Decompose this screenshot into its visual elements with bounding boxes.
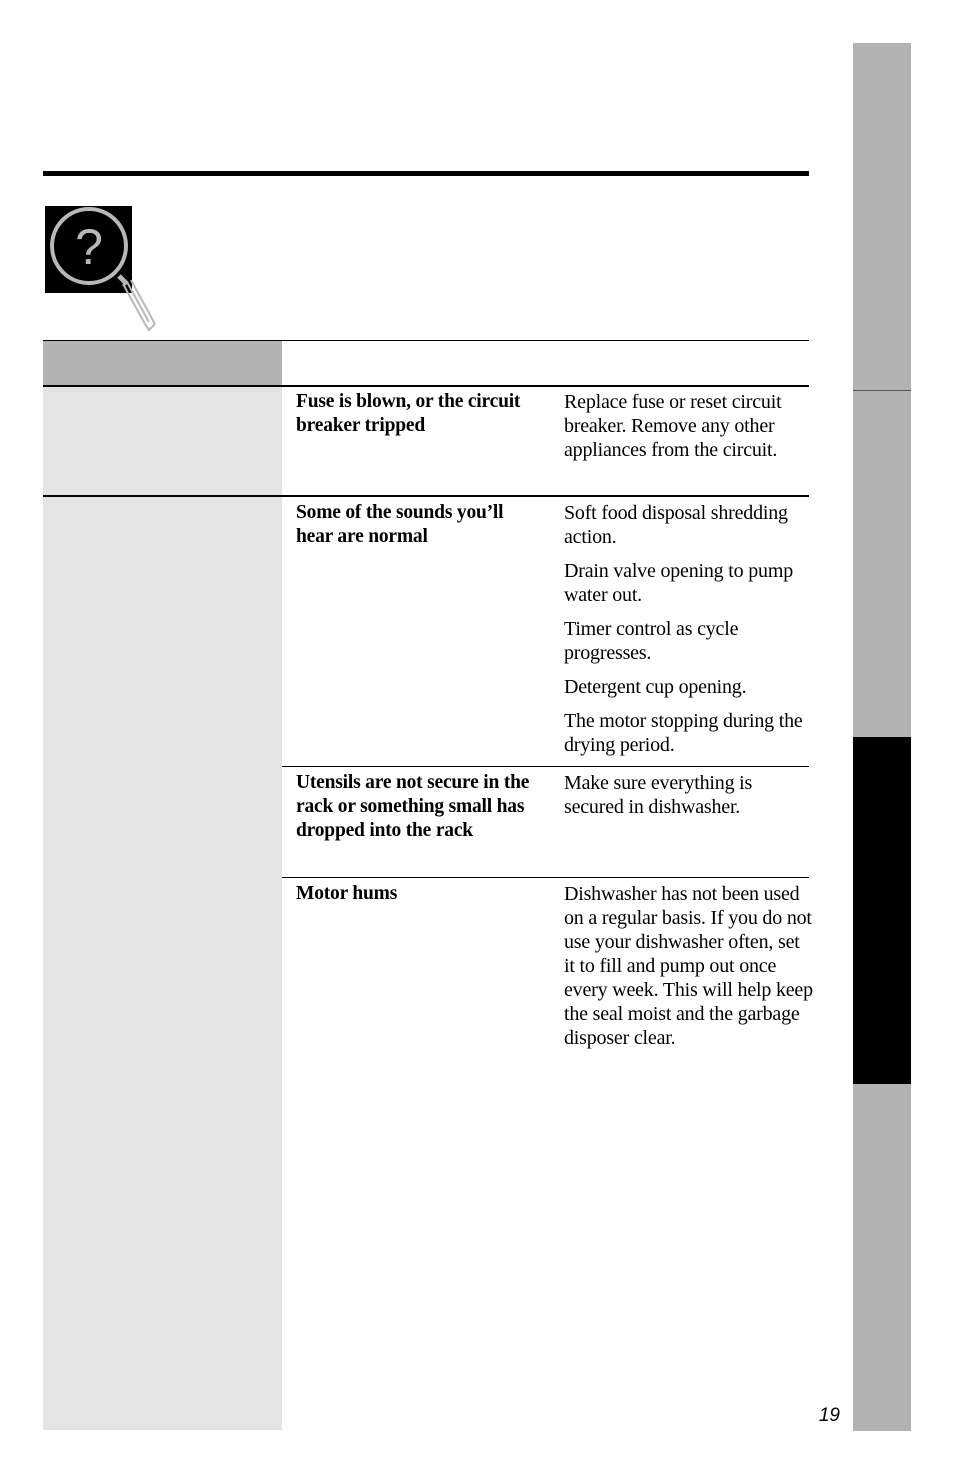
- table-header-rule: [43, 385, 809, 387]
- fix-text: Dishwasher has not been used on a regular basis. If you do not use your dishwasher often, set it to fill and pump out once every week. This will help keep the seal moist and the garbage disposer clear.: [564, 883, 813, 1049]
- svg-text:?: ?: [75, 219, 103, 275]
- fix-text: Soft food disposal shredding action.: [564, 502, 788, 548]
- page-number: 19: [818, 1405, 840, 1426]
- cause-cell: Fuse is blown, or the circuit breaker tripped: [296, 391, 521, 436]
- tab-divider: [853, 390, 911, 391]
- fix-text: The motor stopping during the drying period.: [564, 710, 803, 756]
- fix-cell: [564, 501, 814, 767]
- row-rule: [282, 877, 809, 878]
- fix-text: Detergent cup opening.: [564, 676, 747, 698]
- section-rule: [43, 495, 809, 497]
- problem-column-header: [43, 341, 282, 386]
- fix-text: Make sure everything is secured in dishwasher.: [564, 772, 753, 818]
- question-magnifier-icon: [45, 206, 165, 336]
- cause-cell: Utensils are not secure in the rack or something small has dropped into the rack: [296, 772, 530, 841]
- section-tab-active: [853, 737, 911, 1084]
- cause-cell: Some of the sounds you’ll hear are normal: [296, 502, 504, 547]
- fix-text: Replace fuse or reset circuit breaker. Remove any other appliances from the circuit.: [564, 391, 782, 461]
- fix-cell: [564, 771, 814, 829]
- fix-cell: [564, 390, 814, 472]
- fix-text: Drain valve opening to pump water out.: [564, 560, 793, 606]
- top-rule: [43, 171, 809, 176]
- problem-column: [43, 341, 282, 1430]
- fix-cell: [564, 882, 814, 1060]
- fix-text: Timer control as cycle progresses.: [564, 618, 739, 664]
- row-rule: [282, 766, 809, 767]
- cause-cell: Motor hums: [296, 883, 398, 904]
